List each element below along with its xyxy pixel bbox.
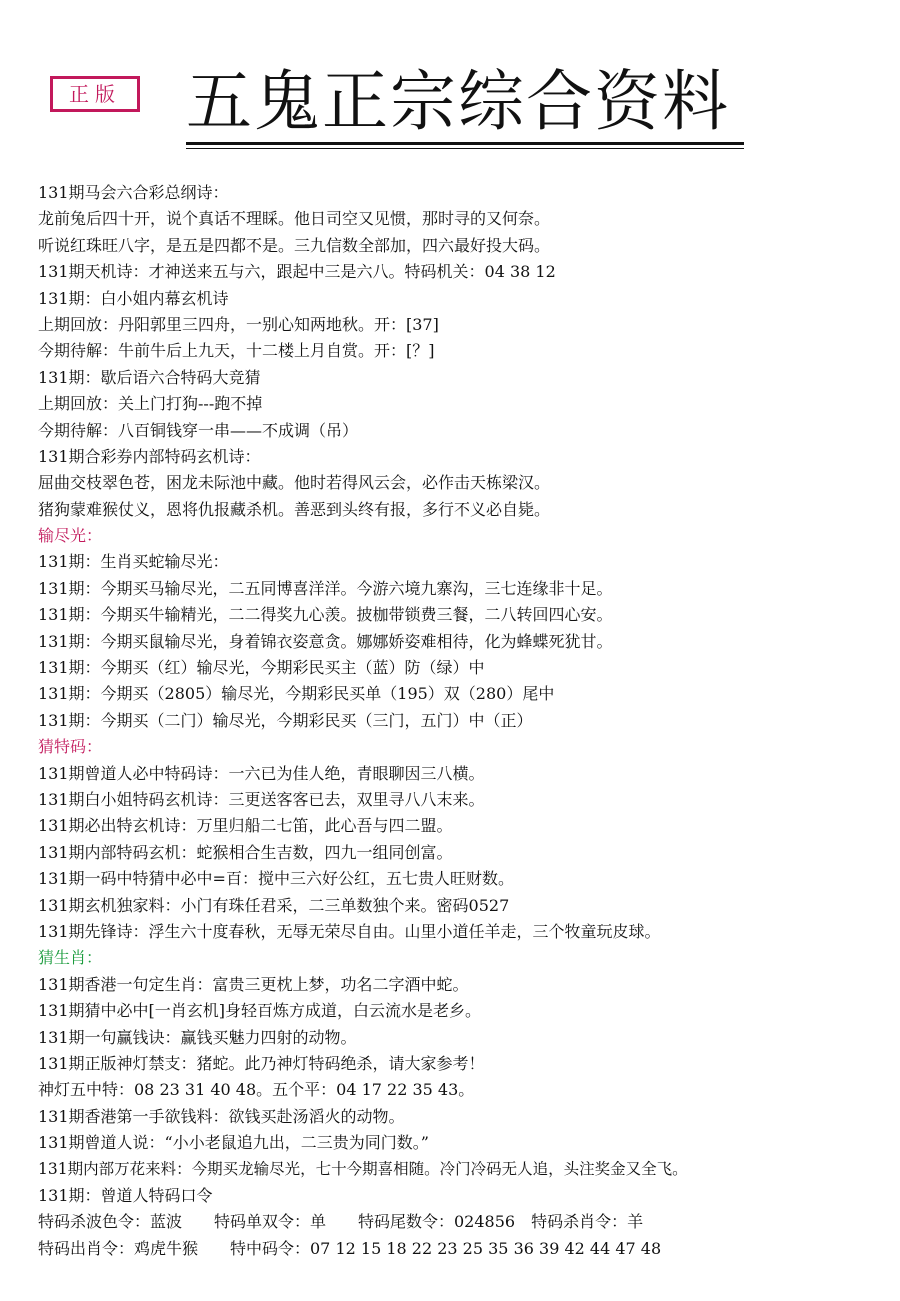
text-line: 131期：今期买（2805）输尽光，今期彩民买单（195）双（280）尾中: [38, 684, 555, 704]
text-line: 猪狗蒙难猴仗义，恩将仇报藏杀机。善恶到头终有报，多行不义必自毙。: [38, 499, 551, 519]
text-line: 131期：生肖买蛇输尽光：: [38, 552, 229, 572]
section-heading: 猜特码：: [38, 737, 103, 757]
text-line: 131期内部特码玄机：蛇猴相合生吉数，四九一组同创富。: [38, 842, 453, 862]
text-line: 今期待解：牛前牛后上九天，十二楼上月自赏。开：[？]: [38, 341, 435, 361]
text-line: 听说红珠旺八字，是五是四都不是。三九信数全部加，四六最好投大码。: [38, 235, 551, 255]
text-line: 131期：今期买马输尽光，二五同博喜洋洋。今游六境九寨沟，三七连缘非十足。: [38, 578, 613, 598]
text-line: 131期：今期买（红）输尽光，今期彩民买主（蓝）防（绿）中: [38, 658, 485, 678]
text-line: 131期一码中特猜中必中=百：搅中三六好公红，五七贵人旺财数。: [38, 869, 514, 889]
text-line: 131期正版神灯禁支：猪蛇。此乃神灯特码绝杀，请大家参考！: [38, 1053, 485, 1073]
text-line: 龙前兔后四十开，说个真话不理睬。他日司空又见惯，那时寻的又何奈。: [38, 209, 551, 229]
text-line: 131期马会六合彩总纲诗：: [38, 183, 229, 202]
document-body: [38, 180, 888, 1262]
text-line: 131期猜中必中[一肖玄机]身轻百炼方成道，白云流水是老乡。: [38, 1001, 482, 1021]
text-line: 131期先锋诗：浮生六十度春秋，无辱无荣尽自由。山里小道任羊走，三个牧童玩皮球。: [38, 921, 661, 941]
text-line: 131期玄机独家料：小门有珠任君采，二三单数独个来。密码0527: [38, 895, 510, 915]
text-line: 131期：今期买（二门）输尽光，今期彩民买（三门，五门）中（正）: [38, 710, 533, 730]
text-line: 特码杀波色令：蓝波 特码单双令：单 特码尾数令：024856 特码杀肖令：羊: [38, 1212, 644, 1232]
text-line: 131期内部万花来料：今期买龙输尽光，七十今期喜相随。冷门冷码无人追，头注奖金又全飞。: [38, 1160, 688, 1179]
text-line: 131期：曾道人特码口令: [38, 1185, 213, 1205]
section-heading: 猜生肖：: [38, 948, 103, 968]
text-line: 131期曾道人必中特码诗：一六已为佳人绝，青眼聊因三八横。: [38, 763, 485, 783]
text-line: 上期回放：丹阳郭里三四舟，一别心知两地秋。开：[37]: [38, 314, 439, 334]
text-line: 131期：今期买牛输精光，二二得奖九心羡。披枷带锁费三餐，二八转回四心安。: [38, 605, 613, 625]
text-line: 今期待解：八百铜钱穿一串——不成调（吊）: [38, 420, 359, 440]
genuine-badge: 正版: [50, 76, 140, 112]
text-line: 131期天机诗：才神送来五与六，跟起中三是六八。特码机关：04 38 12: [38, 262, 556, 282]
text-line: 屈曲交枝翠色苍，困龙未际池中藏。他时若得风云会，必作击天栋梁汉。: [38, 473, 551, 493]
title-underline-thin: [186, 148, 744, 149]
text-line: 神灯五中特：08 23 31 40 48。五个平：04 17 22 35 43。: [38, 1080, 475, 1100]
text-line: 131期香港第一手欲钱料：欲钱买赴汤滔火的动物。: [38, 1106, 405, 1126]
text-line: 131期：歇后语六合特码大竞猜: [38, 367, 261, 387]
text-line: 131期必出特玄机诗：万里归船二七笛，此心吾与四二盟。: [38, 816, 453, 836]
text-line: 131期一句赢钱诀：赢钱买魅力四射的动物。: [38, 1027, 357, 1047]
text-line: 131期曾道人说：“小小老鼠追九出，二三贵为同门数。”: [38, 1133, 429, 1153]
title-underline: [186, 142, 744, 145]
text-line: 131期香港一句定生肖：富贵三更枕上梦，功名二字酒中蛇。: [38, 974, 469, 994]
text-line: 131期白小姐特码玄机诗：三更送客客已去，双里寻八八末来。: [38, 789, 485, 809]
section-heading: 输尽光：: [38, 526, 103, 546]
text-line: 131期：今期买鼠输尽光，身着锦衣姿意贪。娜娜娇姿难相待，化为蜂蝶死犹甘。: [38, 631, 613, 651]
text-line: 特码出肖令：鸡虎牛猴 特中码令：07 12 15 18 22 23 25 35 36 39 42 44 47 48: [38, 1238, 662, 1258]
text-line: 上期回放：关上门打狗---跑不掉: [38, 394, 263, 414]
text-line: 131期：白小姐内幕玄机诗: [38, 288, 229, 308]
page-title: 五鬼正宗综合资料: [186, 63, 730, 140]
text-line: 131期合彩券内部特码玄机诗：: [38, 446, 261, 466]
